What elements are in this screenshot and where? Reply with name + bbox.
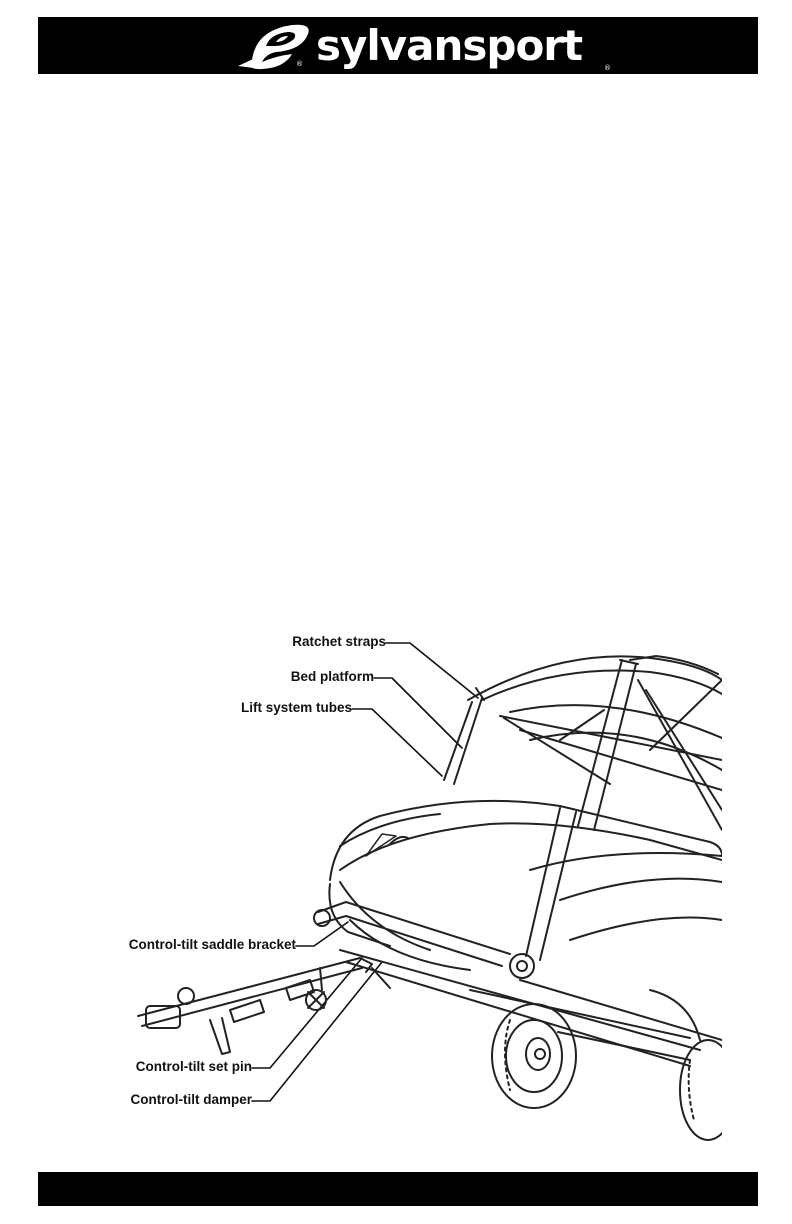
callout-bed-platform: Bed platform <box>290 669 374 684</box>
callout-control-tilt-damper: Control-tilt damper <box>130 1092 252 1107</box>
footer-bar <box>38 1172 758 1206</box>
brand-name: sylvansport <box>316 21 583 70</box>
sylvansport-logo <box>236 20 616 72</box>
registered-mark: ® <box>604 64 611 72</box>
registered-mark: ® <box>296 60 303 68</box>
callout-ratchet-straps: Ratchet straps <box>292 634 386 649</box>
callout-control-tilt-set-pin: Control-tilt set pin <box>135 1059 252 1074</box>
callout-control-tilt-saddle-bracket: Control-tilt saddle bracket <box>128 937 296 952</box>
header-bar <box>38 17 758 74</box>
trailer-illustration <box>90 620 722 1160</box>
callout-lift-system-tubes: Lift system tubes <box>240 700 352 715</box>
trailer-line-drawing <box>90 620 722 1160</box>
